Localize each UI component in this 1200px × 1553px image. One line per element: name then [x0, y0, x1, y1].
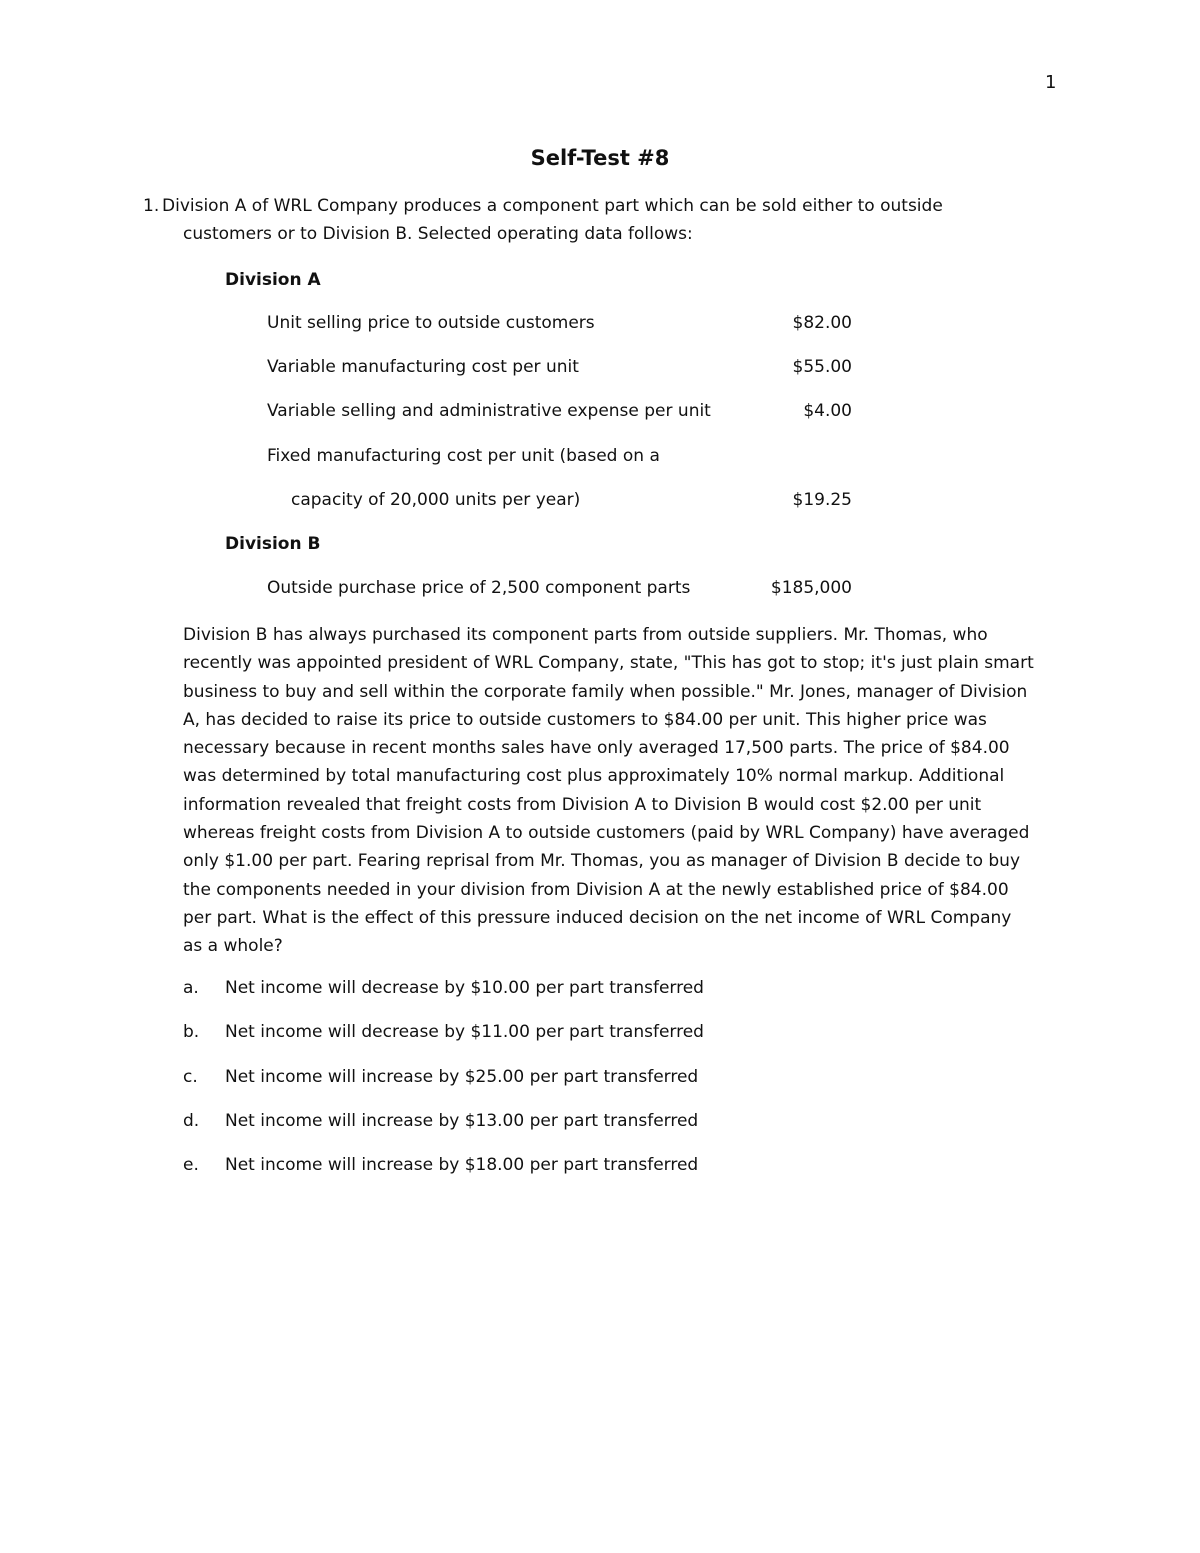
answer-option-d: [183, 1111, 783, 1135]
paragraph-line: necessary because in recent months sales have only averaged 17,500 parts. The price of $84.00: [183, 738, 1010, 759]
paragraph-line: Division B has always purchased its component parts from outside suppliers. Mr. Thomas, who: [183, 625, 988, 645]
paragraph-line: whereas freight costs from Division A to outside customers (paid by WRL Company) have averaged: [183, 823, 1030, 844]
question-paragraph: [183, 621, 1063, 961]
question-number: 1.: [143, 196, 160, 216]
option-letter: b.: [183, 1022, 200, 1042]
paragraph-line: information revealed that freight costs from Division A to Division B would cost $2.00 per unit: [183, 794, 982, 815]
option-letter: a.: [183, 978, 199, 998]
paragraph-line: per part. What is the effect of this pressure induced decision on the net income of WRL Company: [183, 907, 1012, 928]
option-text: Net income will increase by $18.00 per part transferred: [225, 1155, 699, 1175]
paragraph-line: recently was appointed president of WRL Company, state, "This has got to stop; it's just plain smart: [183, 653, 1034, 674]
data-row: [267, 357, 852, 381]
data-row: [267, 313, 852, 337]
answer-option-a: [183, 978, 783, 1002]
question-intro-line-2: customers or to Division B. Selected operating data follows:: [183, 224, 693, 244]
page-number: 1: [1045, 72, 1057, 93]
division-a-heading: Division A: [225, 270, 321, 290]
row-label: Variable selling and administrative expense per unit: [267, 401, 711, 421]
page-title: Self-Test #8: [530, 146, 670, 170]
row-value: $55.00: [792, 357, 852, 377]
option-letter: d.: [183, 1111, 200, 1131]
row-label: Unit selling price to outside customers: [267, 313, 595, 333]
row-label: Fixed manufacturing cost per unit (based on a: [267, 446, 660, 466]
paragraph-line: as a whole?: [183, 936, 283, 957]
data-row: [267, 578, 852, 602]
option-text: Net income will decrease by $10.00 per part transferred: [225, 978, 704, 998]
option-letter: e.: [183, 1155, 199, 1175]
paragraph-line: A, has decided to raise its price to outside customers to $84.00 per unit. This higher price was: [183, 709, 987, 730]
row-value: $4.00: [803, 401, 852, 421]
question-intro-line-1: Division A of WRL Company produces a component part which can be sold either to outside: [162, 196, 943, 216]
option-text: Net income will decrease by $11.00 per part transferred: [225, 1022, 704, 1042]
option-letter: c.: [183, 1067, 198, 1087]
data-row: [267, 446, 852, 470]
paragraph-line: the components needed in your division from Division A at the newly established price of $84.00: [183, 879, 1009, 900]
paragraph-line: was determined by total manufacturing cost plus approximately 10% normal markup. Additional: [183, 766, 1005, 787]
row-label: Variable manufacturing cost per unit: [267, 357, 579, 377]
row-value: $185,000: [770, 578, 852, 598]
paragraph-line: business to buy and sell within the corporate family when possible." Mr. Jones, manager of Division: [183, 681, 1028, 702]
row-label: capacity of 20,000 units per year): [291, 490, 581, 510]
answer-option-c: [183, 1067, 783, 1091]
answer-option-e: [183, 1155, 783, 1179]
row-value: $82.00: [792, 313, 852, 333]
answer-option-b: [183, 1022, 783, 1046]
row-value: $19.25: [792, 490, 852, 510]
data-row: [267, 401, 852, 425]
data-row: [267, 490, 852, 514]
option-text: Net income will increase by $25.00 per part transferred: [225, 1067, 699, 1087]
row-label: Outside purchase price of 2,500 component parts: [267, 578, 691, 598]
paragraph-line: only $1.00 per part. Fearing reprisal from Mr. Thomas, you as manager of Division B decide to buy: [183, 851, 1021, 872]
division-b-heading: Division B: [225, 534, 321, 554]
option-text: Net income will increase by $13.00 per part transferred: [225, 1111, 699, 1131]
